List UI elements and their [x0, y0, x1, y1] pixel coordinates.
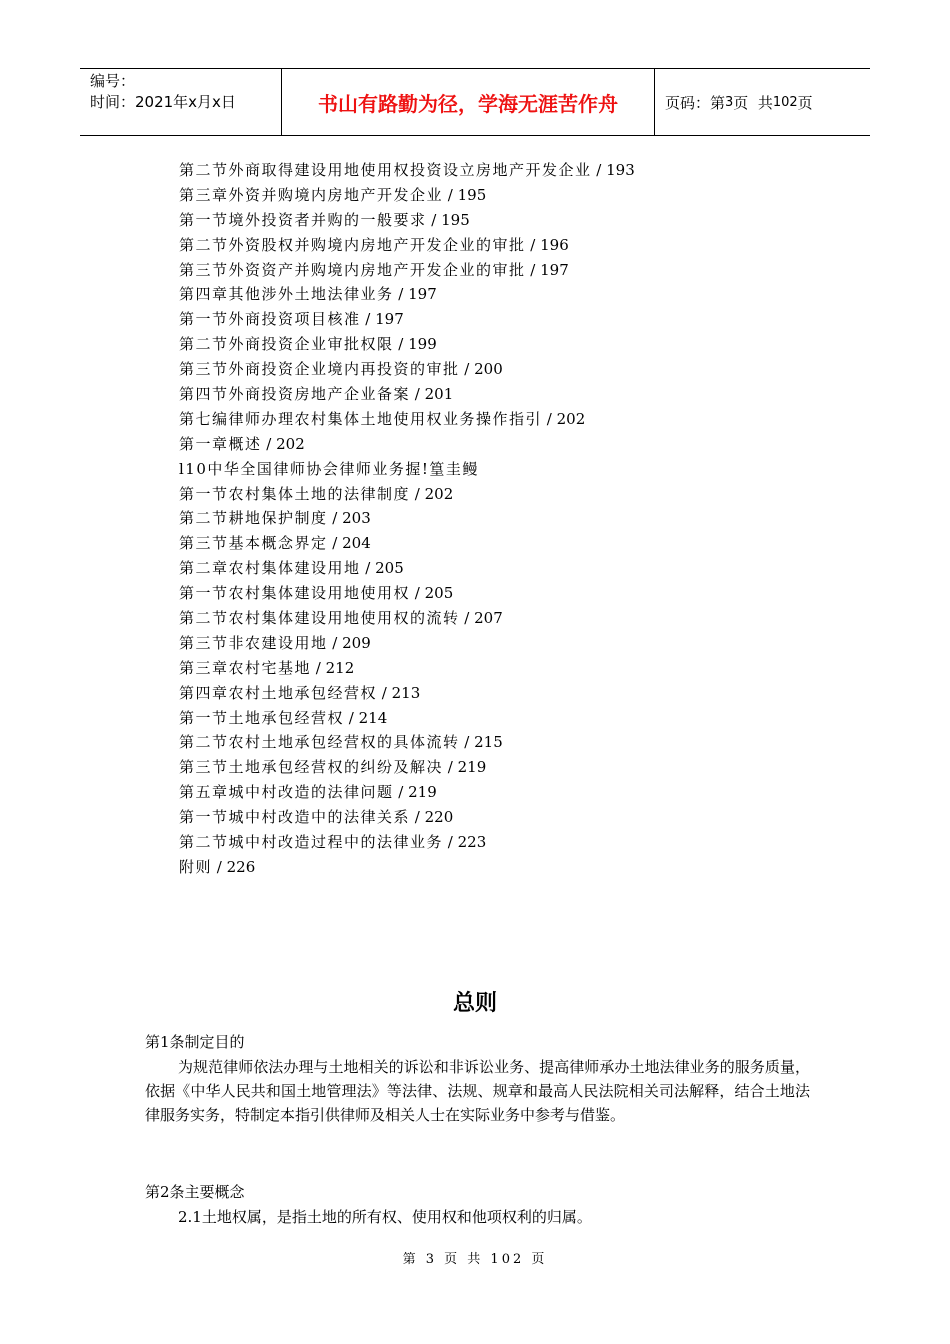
page-current: 3 — [725, 94, 734, 110]
toc-separator: / — [443, 758, 458, 777]
toc-page-number: 195 — [457, 185, 487, 204]
toc-entry — [179, 681, 635, 706]
toc-page-number: 195 — [441, 210, 470, 229]
toc-separator: / — [360, 310, 376, 329]
toc-separator: / — [459, 733, 475, 752]
toc-separator: / — [459, 609, 475, 628]
toc-page-number: 209 — [342, 633, 371, 652]
toc-entry — [179, 805, 635, 830]
toc-entry-title: 第二节外商取得建设用地使用权投资设立房地产开发企业 — [179, 161, 592, 179]
toc-entry — [179, 158, 635, 183]
toc-entry-title: 第二节外商投资企业审批权限 — [179, 335, 394, 354]
toc-entry — [179, 581, 635, 606]
toc-entry — [179, 382, 635, 407]
toc-entry-title: 第三节非农建设用地 — [179, 633, 328, 652]
toc-separator: / — [525, 235, 541, 254]
toc-entry-title: 第三章外资并购境内房地产开发企业 — [179, 185, 444, 204]
toc-entry-title: 第四章农村土地承包经营权 — [179, 683, 378, 702]
article-1-heading: 第1条制定目的 — [145, 1033, 245, 1051]
toc-page-number: 197 — [408, 285, 437, 304]
toc-page-number: 199 — [408, 335, 437, 354]
toc-entry — [179, 183, 635, 208]
toc-page-number: 193 — [606, 161, 635, 179]
toc-separator: / — [410, 584, 425, 603]
toc-page-number: 205 — [375, 559, 404, 578]
toc-entry-title: 第五章城中村改造的法律问题 — [179, 783, 394, 802]
toc-entry-title: 第七编律师办理农村集体土地使用权业务操作指引 — [179, 409, 543, 428]
toc-separator: / — [410, 484, 425, 503]
toc-page-number: 203 — [342, 509, 371, 528]
toc-entry — [179, 208, 635, 233]
toc-page-number: 223 — [457, 833, 487, 852]
toc-separator: / — [426, 210, 442, 229]
toc-separator: / — [327, 509, 343, 528]
toc-separator: / — [327, 633, 343, 652]
document-time: 时间：2021年x月x日 — [90, 93, 236, 111]
toc-entry-title: 第二节农村集体建设用地使用权的流转 — [179, 609, 460, 628]
toc-entry — [179, 755, 635, 780]
toc-entry-title: 第三节外资资产并购境内房地产开发企业的审批 — [179, 260, 526, 279]
toc-page-number: 207 — [474, 609, 503, 628]
toc-page-number: 196 — [540, 235, 569, 254]
page-total: 102 — [772, 94, 798, 110]
section-title: 总则 — [452, 991, 497, 1016]
page-mid: 页 共 — [733, 93, 773, 112]
toc-entry — [179, 531, 635, 556]
toc-entry — [179, 855, 635, 880]
toc-entry — [179, 631, 635, 656]
page-header — [80, 68, 870, 136]
toc-separator: / — [311, 658, 326, 677]
toc-separator: / — [393, 783, 409, 802]
page-prefix: 页码：第 — [665, 93, 726, 112]
toc-page-number: 219 — [457, 758, 487, 777]
toc-entry-title: 第二章农村集体建设用地 — [179, 559, 361, 578]
toc-page-number: 213 — [391, 683, 421, 702]
toc-separator: / — [344, 708, 359, 727]
toc-separator: / — [542, 409, 557, 428]
toc-page-number: 214 — [358, 708, 388, 727]
article-2-text: 2.1土地权属，是指土地的所有权、使用权和他项权利的归属。 — [178, 1208, 592, 1226]
article-1-text: 为规范律师依法办理与土地相关的诉讼和非诉讼业务、提高律师承办土地法律业务的服务质量，依据《中华人民共和国土地管理法》等法律、法规、规章和最高人民法院相关司法解释，结合土地法律服务实务，特制定本指引供律师及相关人士在实际业务中参考与借鉴。 — [145, 1058, 810, 1124]
toc-entry-title: 第二节外资股权并购境内房地产开发企业的审批 — [179, 235, 526, 254]
document-number-label: 编号： — [90, 72, 136, 90]
table-of-contents — [179, 158, 635, 880]
toc-entry-title: 第一节城中村改造中的法律关系 — [179, 808, 411, 827]
toc-page-number: 215 — [474, 733, 503, 752]
toc-page-number: 202 — [556, 409, 586, 428]
header-page-info — [655, 69, 870, 135]
toc-page-number: 197 — [540, 260, 569, 279]
toc-page-number: 219 — [408, 783, 437, 802]
toc-entry-title: 第一节外商投资项目核准 — [179, 310, 361, 329]
toc-entry-title: 第三节外商投资企业境内再投资的审批 — [179, 360, 460, 379]
toc-entry — [179, 307, 635, 332]
toc-entry — [179, 706, 635, 731]
toc-entry — [179, 282, 635, 307]
toc-entry-title: 第二节耕地保护制度 — [179, 509, 328, 528]
toc-entry-title: 第一节土地承包经营权 — [179, 708, 345, 727]
header-meta — [80, 69, 282, 135]
toc-page-number: 202 — [424, 484, 454, 503]
toc-entry — [179, 830, 635, 855]
article-2-heading: 第2条主要概念 — [145, 1183, 245, 1201]
toc-entry-title: 第一节农村集体土地的法律制度 — [179, 484, 411, 503]
toc-entry — [179, 780, 635, 805]
toc-separator: / — [410, 808, 425, 827]
toc-separator: / — [410, 385, 425, 404]
toc-separator: / — [393, 335, 409, 354]
toc-separator: / — [327, 534, 343, 553]
toc-entry — [179, 332, 635, 357]
toc-page-number: 212 — [325, 658, 355, 677]
toc-entry — [179, 506, 635, 531]
toc-separator: / — [377, 683, 392, 702]
toc-entry — [179, 482, 635, 507]
toc-entry-title: 第一节农村集体建设用地使用权 — [179, 584, 411, 603]
toc-separator: / — [393, 285, 409, 304]
toc-entry-title: 第三节基本概念界定 — [179, 534, 328, 553]
toc-separator: / — [212, 857, 227, 876]
toc-entry — [179, 357, 635, 382]
toc-separator: / — [443, 185, 458, 204]
toc-entry-title: 第三章农村宅基地 — [179, 658, 312, 677]
toc-separator: / — [360, 559, 376, 578]
toc-page-number: 226 — [226, 857, 256, 876]
toc-entry — [179, 730, 635, 755]
toc-entry-title: 第四节外商投资房地产企业备案 — [179, 385, 411, 404]
toc-page-number: 200 — [474, 360, 503, 379]
toc-page-number: 204 — [342, 534, 371, 553]
toc-entry — [179, 606, 635, 631]
toc-entry — [179, 457, 635, 482]
toc-separator: / — [261, 434, 277, 453]
toc-entry — [179, 656, 635, 681]
page-suffix: 页 — [797, 93, 813, 112]
toc-entry — [179, 258, 635, 283]
toc-entry-title: l10中华全国律师协会律师业务握!篁圭鳗 — [179, 459, 479, 478]
page-footer: 第 3 页 共 102 页 — [402, 1252, 548, 1267]
toc-page-number: 205 — [424, 584, 454, 603]
toc-entry-title: 第二节城中村改造过程中的法律业务 — [179, 833, 444, 852]
toc-page-number: 202 — [276, 434, 305, 453]
toc-entry — [179, 432, 635, 457]
toc-entry — [179, 407, 635, 432]
toc-separator: / — [591, 161, 607, 179]
toc-entry — [179, 233, 635, 258]
toc-entry-title: 第一节境外投资者并购的一般要求 — [179, 210, 427, 229]
toc-separator: / — [459, 360, 475, 379]
toc-entry-title: 第一章概述 — [179, 434, 262, 453]
toc-separator: / — [525, 260, 541, 279]
toc-page-number: 197 — [375, 310, 404, 329]
toc-page-number: 220 — [424, 808, 454, 827]
toc-entry-title: 第三节土地承包经营权的纠纷及解决 — [179, 758, 444, 777]
toc-entry-title: 第四章其他涉外土地法律业务 — [179, 285, 394, 304]
toc-separator: / — [443, 833, 458, 852]
toc-entry-title: 第二节农村土地承包经营权的具体流转 — [179, 733, 460, 752]
toc-entry-title: 附则 — [179, 857, 213, 876]
header-motto: 书山有路勤为径，学海无涯苦作舟 — [282, 69, 655, 135]
toc-entry — [179, 556, 635, 581]
toc-page-number: 201 — [424, 385, 454, 404]
